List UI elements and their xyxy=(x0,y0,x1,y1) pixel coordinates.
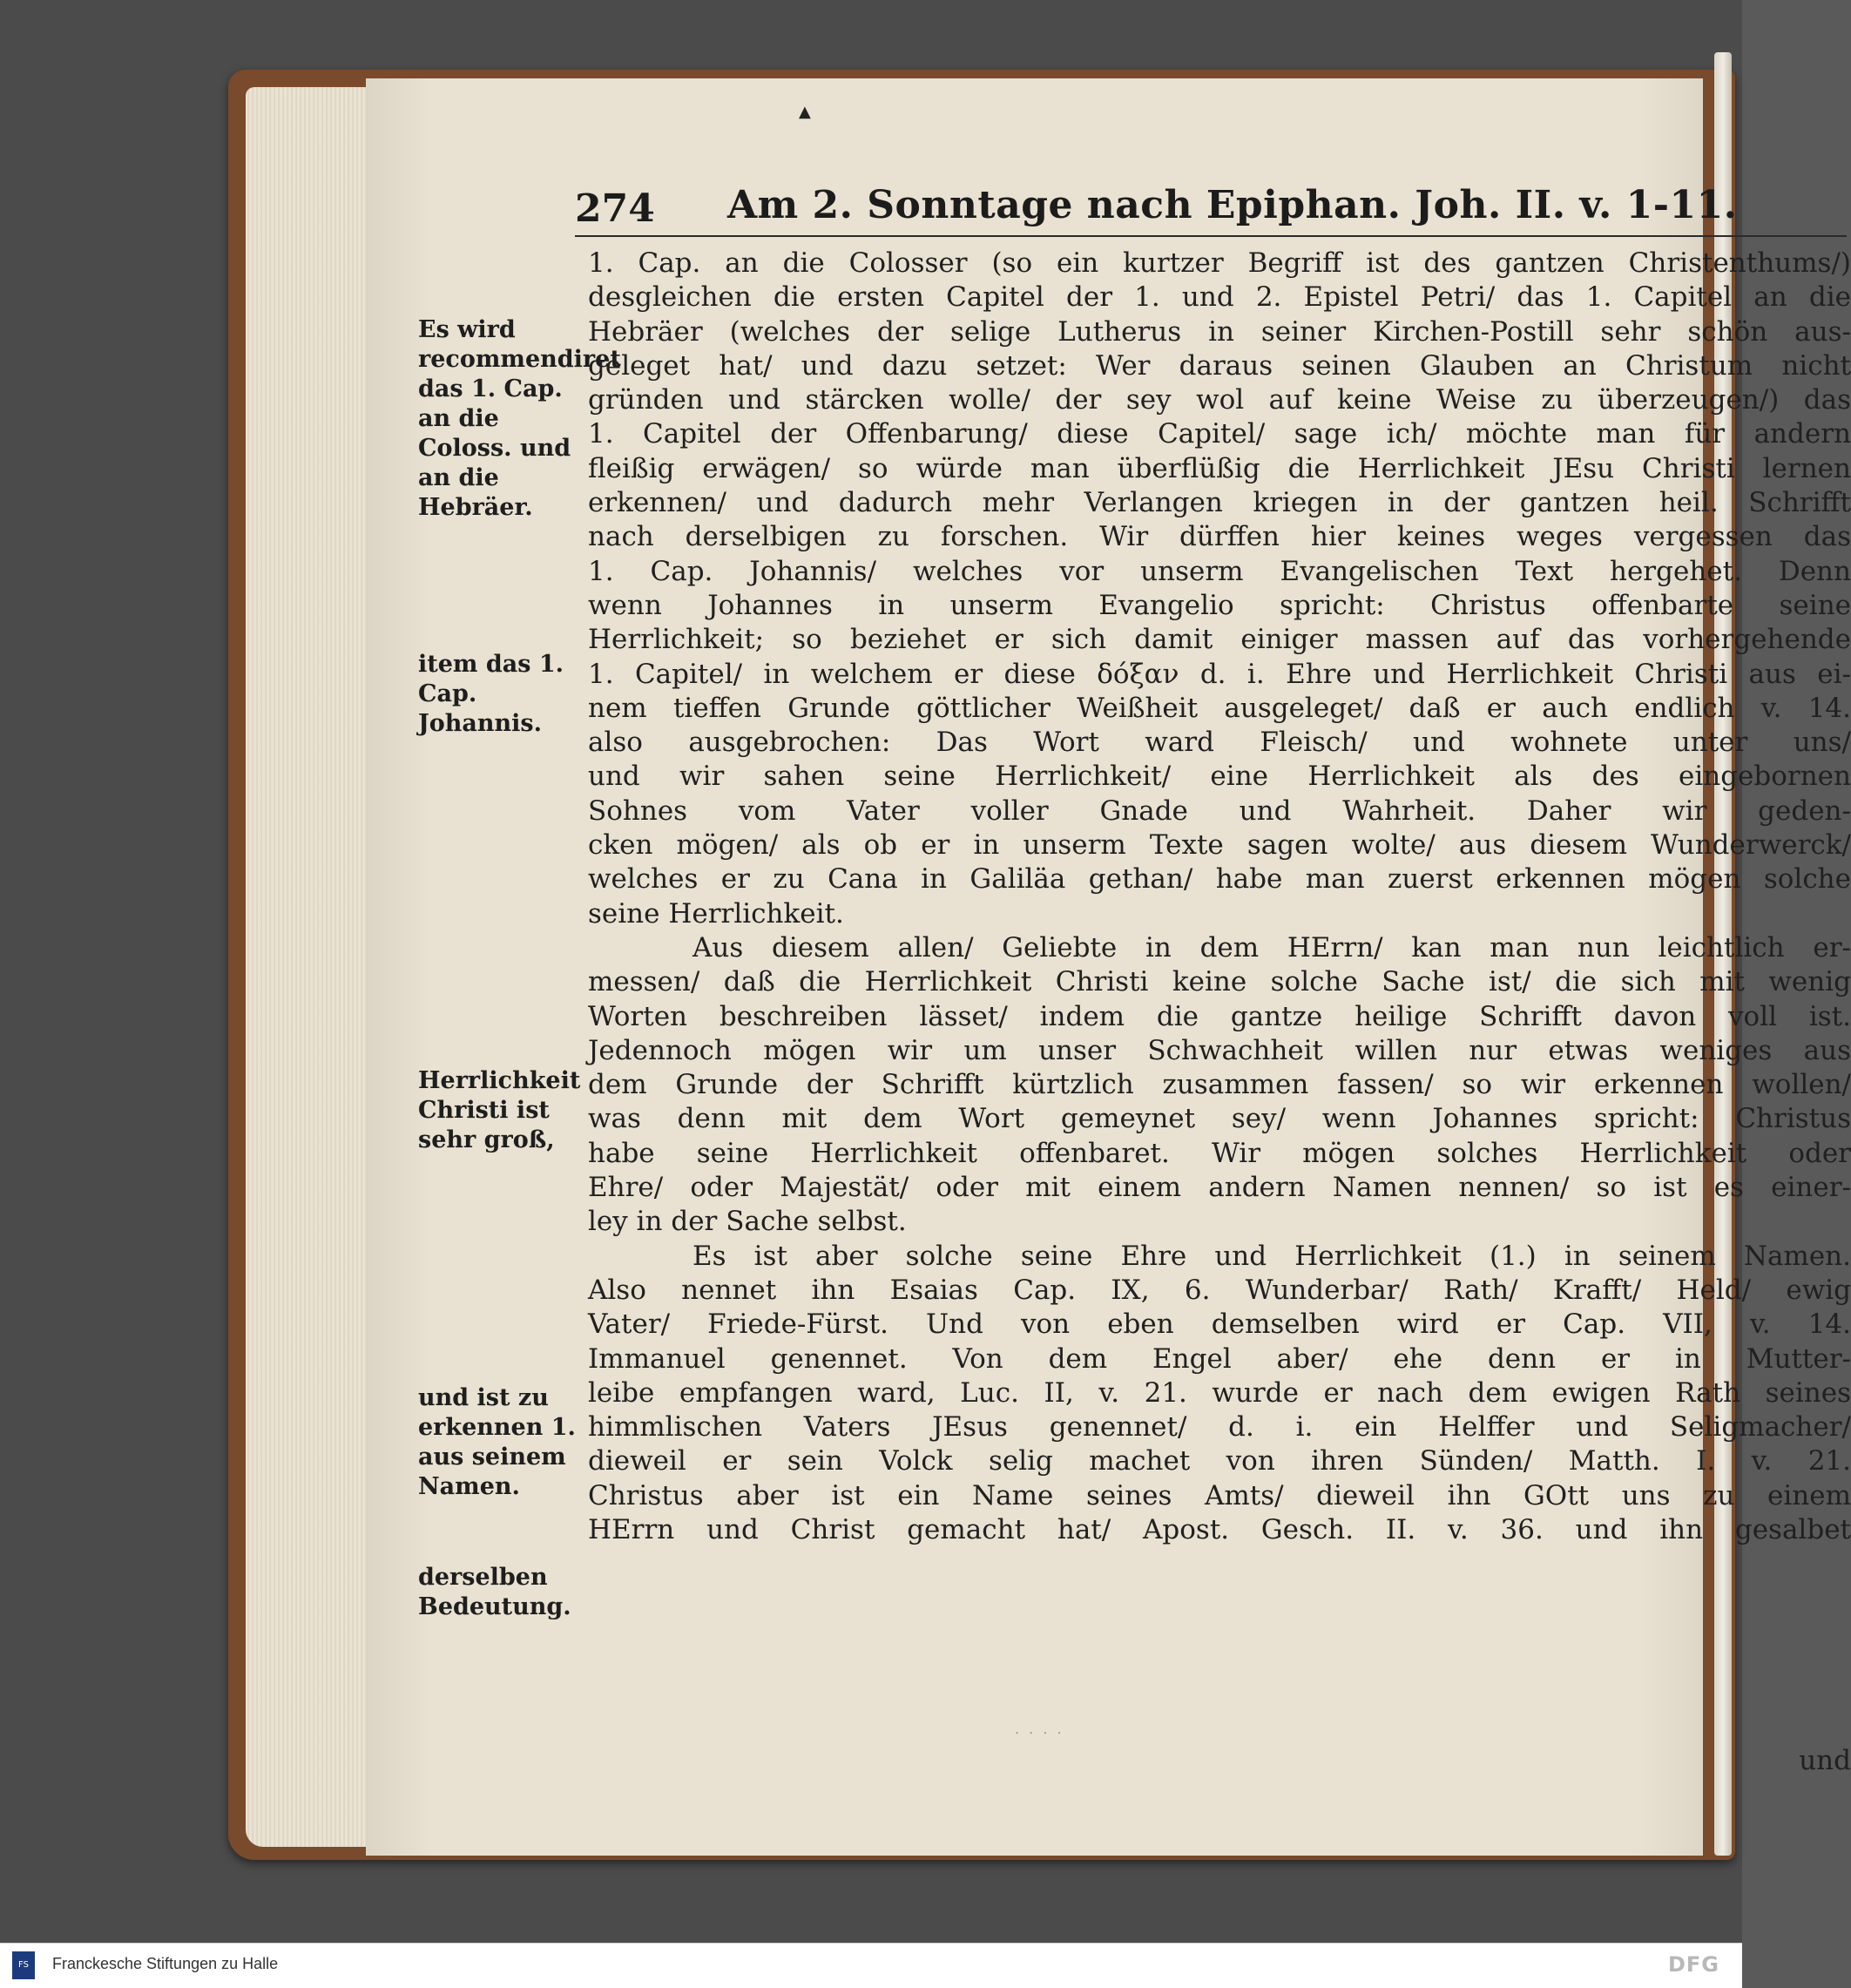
body-text xyxy=(588,247,1851,1776)
text-line: leibe empfangen ward, Luc. II, v. 21. wurde er nach dem ewigen Rath seines xyxy=(588,1376,1851,1409)
margin-note: und ist zu erkennen 1. aus seinem Namen. xyxy=(418,1384,576,1500)
institution-link[interactable]: Franckesche Stiftungen zu Halle xyxy=(52,1955,279,1972)
margin-note: Es wird recommendiret das 1. Cap. an die Coloss. und an die Hebräer. xyxy=(418,316,621,521)
text-line: Vater/ Friede-Fürst. Und von eben demselben wird er Cap. VII, v. 14. xyxy=(588,1308,1851,1341)
catchword: und xyxy=(1799,1745,1851,1776)
page-number: 274 xyxy=(575,186,655,231)
text-line: was denn mit dem Wort gemeynet sey/ wenn Johannes spricht: Christus xyxy=(588,1103,1851,1135)
text-line: geleget hat/ und dazu setzet: Wer daraus seinen Glauben an Christum nicht xyxy=(588,349,1851,382)
text-line: welches er zu Cana in Galiläa gethan/ habe man zuerst erkennen mögen solche xyxy=(588,863,1851,896)
printer-ornament: ‧ ‧ ‧ ‧ xyxy=(1015,1725,1064,1741)
running-head: Am 2. Sonntage nach Epiphan. Joh. II. v. 1-11. xyxy=(727,183,1738,227)
text-line: 1. Cap. an die Colosser (so ein kurtzer Begriff ist des gantzen Christenthums/) xyxy=(588,247,1851,279)
text-line: Jedennoch mögen wir um unser Schwachheit willen nur etwas weniges aus xyxy=(588,1034,1851,1066)
text-line: habe seine Herrlichkeit offenbaret. Wir mögen solches Herrlichkeit oder xyxy=(588,1137,1851,1169)
text-line: desgleichen die ersten Capitel der 1. und 2. Epistel Petri/ das 1. Capitel an die xyxy=(588,281,1851,314)
text-line: Worten beschreiben lässet/ indem die gantze heilige Schrifft davon voll ist. xyxy=(588,1000,1851,1032)
text-line: messen/ daß die Herrlichkeit Christi keine solche Sache ist/ die sich mit wenig xyxy=(588,966,1851,998)
text-line: dem Grunde der Schrifft kürtzlich zusammen fassen/ so wir erkennen wollen/ xyxy=(588,1069,1851,1101)
text-line: nach derselbigen zu forschen. Wir dürffen hier keines weges vergessen das xyxy=(588,521,1851,553)
page-header xyxy=(575,183,1847,235)
ink-mark: ▲ xyxy=(799,103,811,121)
dfg-logo[interactable]: DFG xyxy=(1667,1952,1719,1977)
text-line: himmlischen Vaters JEsus genennet/ d. i. ein Helffer und Seligmacher/ xyxy=(588,1411,1851,1444)
text-line: Aus diesem allen/ Geliebte in dem HErrn/ kan man nun leichtlich er- xyxy=(692,931,1851,964)
margin-note: item das 1. Cap. Johannis. xyxy=(418,651,564,737)
text-line: 1. Capitel/ in welchem er diese δόξαν d. i. Ehre und Herrlichkeit Christi aus ei- xyxy=(588,658,1851,690)
text-line: HErrn und Christ gemacht hat/ Apost. Gesch. II. v. 36. und ihn gesalbet xyxy=(588,1513,1851,1545)
text-line: Hebräer (welches der selige Lutherus in seiner Kirchen-Postill sehr schön aus- xyxy=(588,315,1851,348)
institution-logo-icon[interactable]: FS xyxy=(12,1951,35,1979)
text-line: nem tieffen Grunde göttlicher Weißheit ausgeleget/ daß er auch endlich v. 14. xyxy=(588,692,1851,724)
book-page xyxy=(366,78,1851,1856)
text-line: 1. Capitel der Offenbarung/ diese Capitel/ sage ich/ möchte man für andern xyxy=(588,418,1851,450)
text-line: und wir sahen seine Herrlichkeit/ eine Herrlichkeit als des eingebornen xyxy=(588,761,1851,793)
text-line: gründen und stärcken wolle/ der sey wol auf keine Weise zu überzeugen/) das xyxy=(588,384,1851,416)
text-line: 1. Cap. Johannis/ welches vor unserm Evangelischen Text hergehet. Denn xyxy=(588,555,1851,587)
text-line: dieweil er sein Volck selig machet von ihren Sünden/ Matth. I. v. 21. xyxy=(588,1445,1851,1477)
text-line: ley in der Sache selbst. xyxy=(588,1206,907,1238)
text-line: Sohnes vom Vater voller Gnade und Wahrheit. Daher wir geden- xyxy=(588,795,1851,827)
page-stack-edge xyxy=(246,87,376,1847)
header-rule xyxy=(575,235,1847,237)
viewer-footer xyxy=(0,1943,1742,1988)
margin-note: Herrlichkeit Christi ist sehr groß, xyxy=(418,1067,581,1153)
text-line: wenn Johannes in unserm Evangelio spricht: Christus offenbarte seine xyxy=(588,589,1851,621)
text-line: fleißig erwägen/ so würde man überflüßig die Herrlichkeit JEsu Christi lernen xyxy=(588,452,1851,484)
text-line: Ehre/ oder Majestät/ oder mit einem andern Namen nennen/ so ist es einer- xyxy=(588,1172,1851,1204)
text-line: also ausgebrochen: Das Wort ward Fleisch/ und wohnete unter uns/ xyxy=(588,727,1851,759)
text-line: Immanuel genennet. Von dem Engel aber/ ehe denn er in Mutter- xyxy=(588,1342,1851,1375)
text-line: cken mögen/ als ob er in unserm Texte sagen wolte/ aus diesem Wunderwerck/ xyxy=(588,829,1851,862)
text-line: Also nennet ihn Esaias Cap. IX, 6. Wunderbar/ Rath/ Krafft/ Held/ ewig xyxy=(588,1274,1851,1306)
margin-note: derselben Bedeutung. xyxy=(418,1564,571,1620)
text-line: seine Herrlichkeit. xyxy=(588,897,844,930)
text-line: Herrlichkeit; so beziehet er sich damit einiger massen auf das vorhergehende xyxy=(588,624,1851,656)
text-line: Christus aber ist ein Name seines Amts/ dieweil ihn GOtt uns zu einem xyxy=(588,1479,1851,1511)
text-line: erkennen/ und dadurch mehr Verlangen kriegen in der gantzen heil. Schrifft xyxy=(588,487,1851,519)
text-line: Es ist aber solche seine Ehre und Herrlichkeit (1.) in seinem Namen. xyxy=(692,1240,1851,1272)
